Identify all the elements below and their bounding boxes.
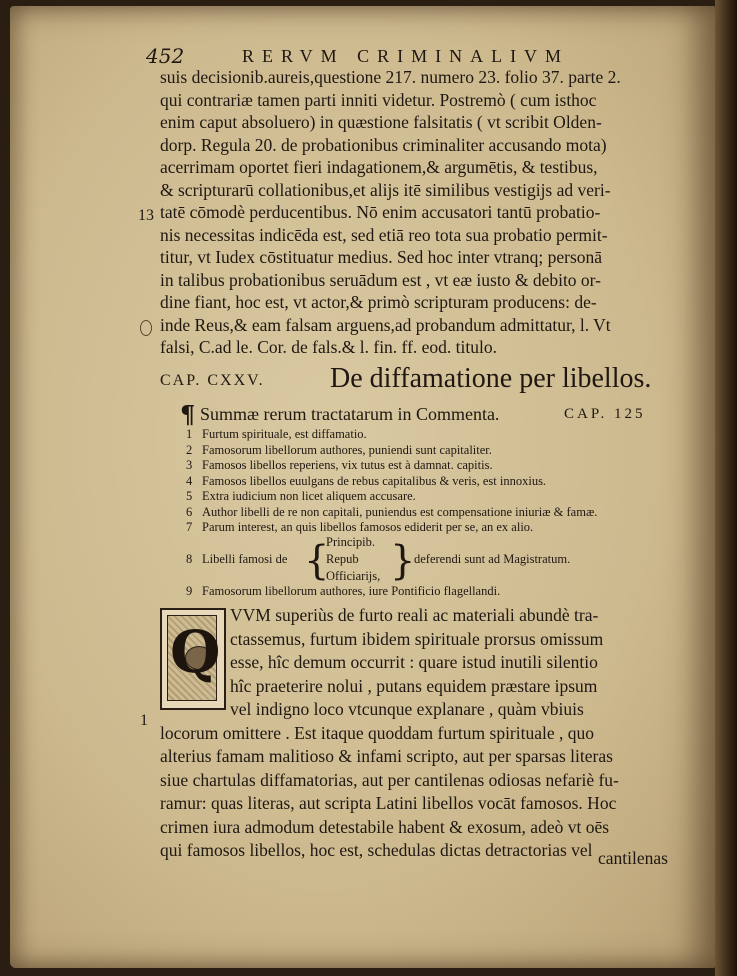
summary-option: Repub [326,552,359,566]
margin-number: 1 [140,712,148,729]
text-line: dine fiant, hoc est, vt actor,& primò scripturam producens: de- [160,292,597,312]
text-line: enim caput absoluero) in quæstione falsitatis ( vt scribit Olden- [160,112,602,132]
text-line: suis decisionib.aureis,questione 217. numero 23. folio 37. parte 2. [160,67,621,87]
chapter-title: De diffamatione per libellos. [330,363,652,394]
text-line: falsi, C.ad le. Cor. de fals.& l. fin. ff. eod. titulo. [160,337,497,357]
text-line: siue chartulas diffamatorias, aut per cantilenas odiosas nefariè fu- [160,769,619,790]
summary-item-lead: Libelli famosi de [202,552,288,566]
text-line: nis necessitas indicēda est, sed etiā reo tota sua probatio permit- [160,224,608,245]
chapter-heading [160,363,690,399]
summary-item [186,505,686,522]
summary-item-text: Famosos libellos euulgans de rebus capitalibus & veris, est innoxius. [202,473,547,488]
text-line: qui contrariæ tamen parti inniti videtur. Postremò ( cum isthoc [160,89,597,110]
summary-item-text: Famosorum libellorum authores, puniendi sunt capitaliter. [202,442,492,457]
text-line: locorum omittere . Est itaque quoddam furtum spirituale , quo [160,722,595,743]
summary-option: Principib. [326,535,375,549]
text-line: in talibus probationibus seruādum est , vt eæ iusto & debito or- [160,269,601,290]
text-line: titur, vt Iudex cōstituatur medius. Sed hoc inter vtranq; personā [160,247,603,267]
folio-number: 452 [146,44,185,68]
summary-item-8 [186,535,686,585]
summary-item-text: Parum interest, an quis libellos famosos ediderit per se, an ex alio. [202,520,534,534]
catchword: cantilenas [598,848,668,868]
text-line: dorp. Regula 20. de probationibus criminaliter accusando mota) [160,134,607,155]
summary-item [186,489,686,506]
summary-chapter-ref: CAP. 125 [564,406,646,422]
summary-item [186,474,686,491]
summary-item-number: 3 [186,458,193,472]
summary-item-text: Famosorum libellorum authores, iure Pontificio flagellandi. [202,584,501,598]
running-title: RERVM CRIMINALIVM [242,46,570,66]
summary-item [186,443,686,460]
summary-item [186,427,686,444]
summary-item-9 [186,584,686,601]
text-line: & scripturarū collationibus,et alijs itē similibus vestigijs ad veri- [160,179,611,200]
text-line: qui famosos libellos, hoc est, schedulas dictas detractorias vel [160,840,593,860]
text-line: VVM superiùs de furto reali ac materiali abundè tra- [230,605,599,625]
summary-item-number: 9 [186,584,193,598]
text-line: tatē cōmodè perducentibus. Nō enim accusatori tantū probatio- [160,202,601,222]
initial-letter: Q [170,618,221,686]
text-line: alterius famam malitioso & infami scripto, aut per sparsas literas [160,746,613,766]
ink-blot [140,320,152,336]
text-line: inde Reus,& eam falsam arguens,ad probandum admittatur, l. Vt [160,314,611,335]
margin-number: 13 [138,207,154,224]
summary-item-text: Furtum spirituale, est diffamatio. [202,427,367,441]
summary-item-text: Extra iudicium non licet aliquem accusare. [202,489,416,503]
summary-item-number: 8 [186,552,193,566]
text-line: acerrimam oportet fieri indagationem,& argumētis, & testibus, [160,157,598,177]
text-line: ramur: quas literas, aut scripta Latini libellos vocāt famosos. Hoc [160,793,617,813]
right-brace: } [390,538,416,584]
summary-item-tail: deferendi sunt ad Magistratum. [414,552,571,566]
decorated-initial [160,608,226,710]
summary-item-number: 2 [186,442,193,457]
text-line: esse, hîc demum occurrit : quare istud inutili silentio [230,652,598,672]
summary-item-text: Famosos libellos reperiens, vix tutus est à damnat. capitis. [202,458,493,472]
left-brace: { [304,538,330,584]
chapter-number: CAP. CXXV. [160,372,265,389]
summary-item-number: 5 [186,489,193,503]
text-line: hîc praeterire nolui , putans equidem præstare ipsum [230,675,598,696]
text-line: crimen iura admodum detestabile habent & exosum, adeò vt oēs [160,816,610,837]
text-line: vel indigno loco vtcunque explanare , quàm vbiuis [230,699,584,719]
summary-heading [180,400,690,429]
summary-option: Officiarijs, [326,569,381,583]
text-line: ctassemus, furtum ibidem spirituale prorsus omissum [230,628,604,649]
summary-item-number: 1 [186,427,193,441]
summary-item-number: 4 [186,473,193,488]
summary-title: Summæ rerum tractatarum in Commenta. [200,404,500,424]
binding-gutter [715,0,737,976]
summary-item-number: 7 [186,520,193,534]
pilcrow-mark: ¶ [180,400,196,429]
summary-item [186,458,686,475]
summary-item-number: 6 [186,504,193,519]
summary-item-text: Author libelli de re non capitali, puniendus est compensatione iniuriæ & famæ. [202,504,598,519]
